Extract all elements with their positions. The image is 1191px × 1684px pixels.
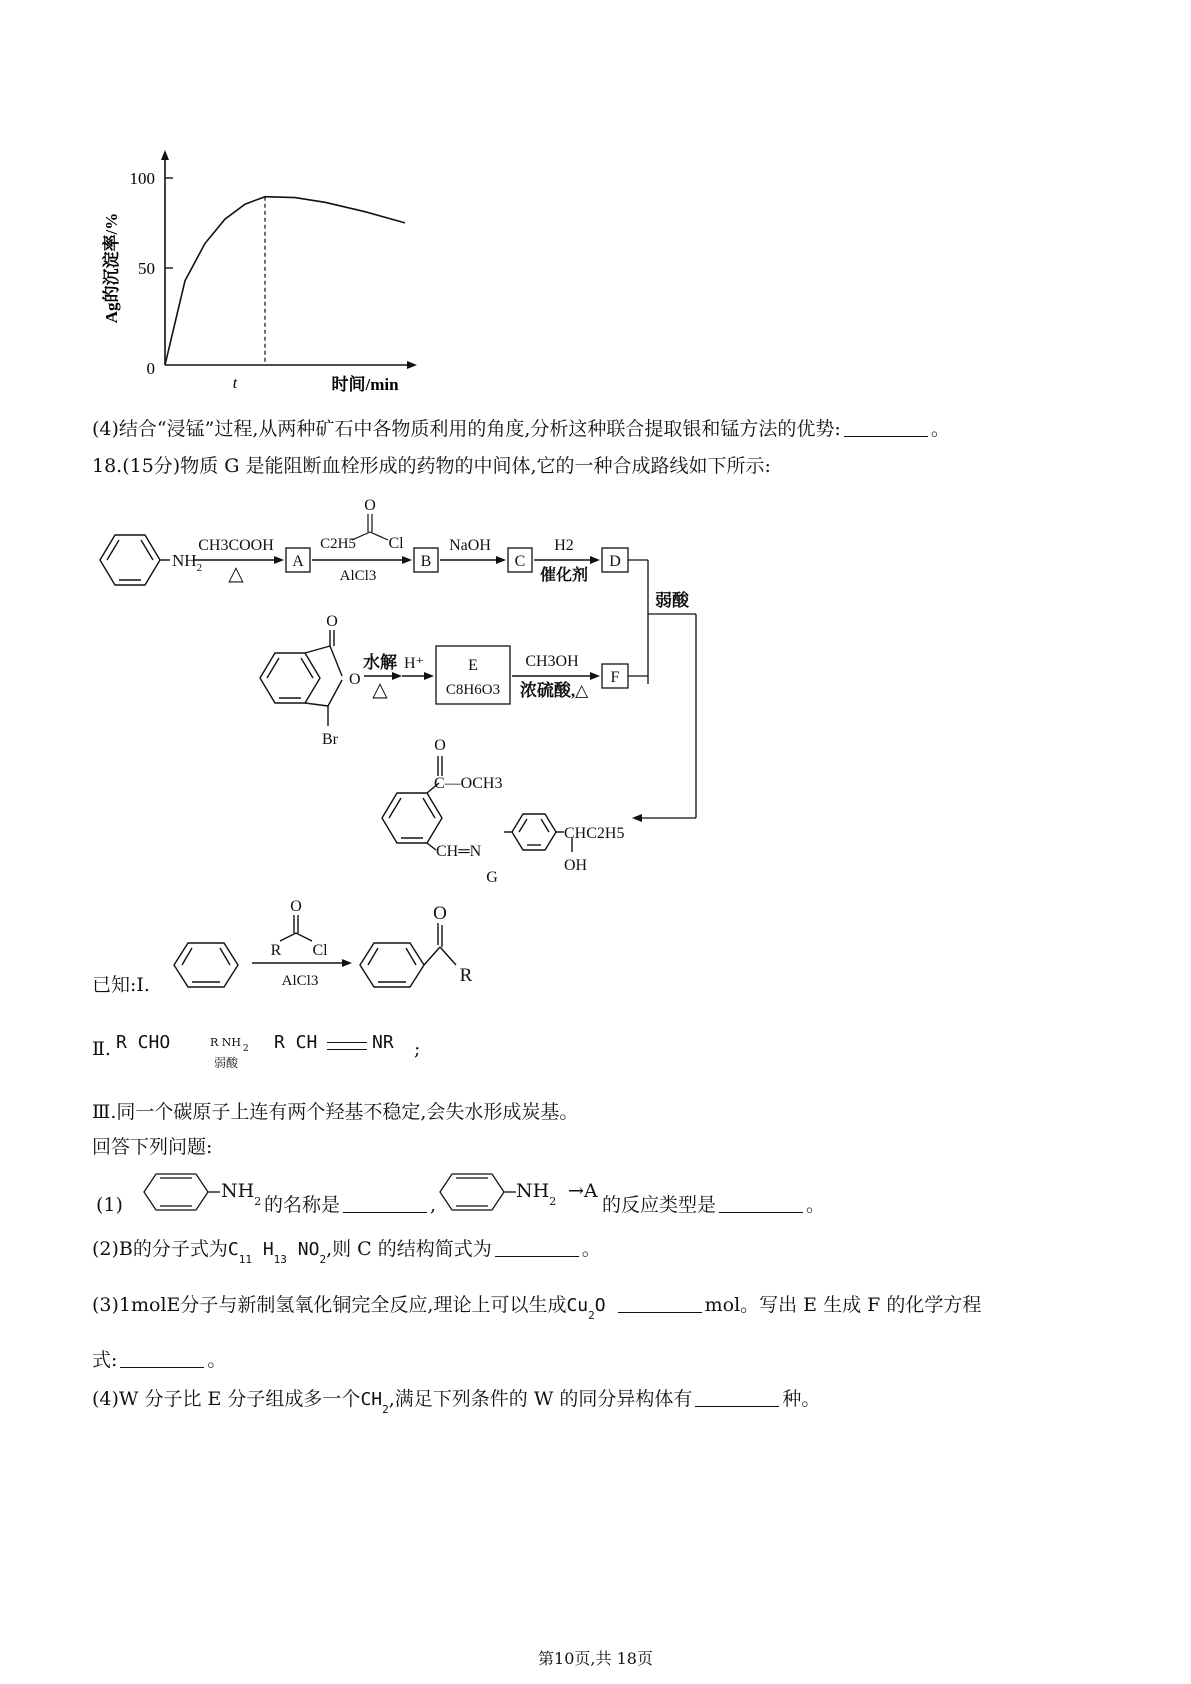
bromophthalide-structure	[260, 630, 342, 726]
q17-end-punct: 。	[930, 418, 950, 440]
known-ii-label: Ⅱ.	[92, 1038, 111, 1060]
x-axis-label: 时间/min	[331, 375, 399, 394]
x-axis-arrow	[407, 361, 417, 369]
benzene-ring-i	[174, 943, 238, 987]
q3-text-a: (3)1molE分子与新制氢氧化铜完全反应,理论上可以生成	[92, 1294, 567, 1316]
answer-blank[interactable]	[844, 418, 928, 437]
q1-nh2-2	[516, 1178, 556, 1215]
heat-symbol-1: △	[228, 563, 244, 585]
answer-blank-q1a[interactable]	[343, 1194, 427, 1213]
y-tick-label-0: 0	[146, 359, 155, 378]
g-ester: C—OCH3	[434, 775, 503, 792]
compound-A: A	[292, 553, 304, 570]
heat-symbol-2: △	[372, 679, 388, 701]
q1-comma: ,	[430, 1194, 437, 1216]
known-iii: Ⅲ.同一个碳原子上连有两个羟基不稳定,会失水形成炭基。	[92, 1101, 579, 1123]
q1-name-text: 的名称是	[264, 1194, 341, 1216]
questions-intro: 回答下列问题:	[92, 1136, 213, 1158]
q2-c-sub: 11	[238, 1253, 252, 1266]
q3-cu: Cu	[566, 1295, 589, 1316]
q3-text-b: mol。写出 E 生成 F 的化学方程	[704, 1294, 982, 1316]
y-axis-label: Ag的沉淀率/%	[102, 212, 121, 324]
q2-formula	[227, 1239, 327, 1266]
benzene-ring-product	[360, 943, 424, 987]
reagent-hydrolysis: 水解	[363, 653, 397, 672]
answer-blank-q4[interactable]	[695, 1388, 779, 1407]
ring-o: O	[349, 671, 361, 688]
q1-arrow-a: →A	[568, 1180, 598, 1202]
q4-ch: CH	[360, 1389, 383, 1410]
q4-end: 种。	[782, 1388, 821, 1410]
known-ii-product-a: R CH	[274, 1032, 318, 1053]
reagent-h2: H2	[554, 537, 574, 554]
y-axis-arrow	[161, 150, 169, 160]
aniline-structure	[100, 535, 170, 585]
q1-nh2-sub-2: 2	[549, 1195, 557, 1208]
q4-ch-sub: 2	[382, 1403, 389, 1416]
known-i-product-o: O	[433, 903, 447, 924]
g-carbonyl-o: O	[434, 737, 446, 754]
q18-intro: 18.(15分)物质 G 是能阻断血栓形成的药物的中间体,它的一种合成路线如下所示:	[92, 455, 771, 477]
page-footer: 第10页,共 18页	[538, 1649, 653, 1668]
q2-h-sub: 13	[273, 1253, 287, 1266]
reagent-alcl3: AlCl3	[339, 568, 377, 584]
q2-no: NO	[297, 1239, 320, 1260]
q1-end: 。	[806, 1194, 826, 1216]
reagent-weak-acid: 弱酸	[655, 591, 689, 610]
known-ii-end: ;	[414, 1038, 421, 1060]
compound-D: D	[609, 553, 621, 570]
known-ii-reagent-top: R NH	[210, 1036, 241, 1049]
known-ii-reactant: R CHO	[116, 1032, 171, 1053]
q1-nh2-text-1: NH	[221, 1180, 255, 1202]
q2-no-sub: 2	[319, 1253, 327, 1266]
y-tick-label-50: 50	[138, 259, 155, 278]
q2-c: C	[227, 1239, 239, 1260]
q2-text-a: (2)B的分子式为	[92, 1238, 228, 1260]
g-imine: CH═N	[436, 843, 482, 860]
reagent-ch3oh: CH3OH	[525, 653, 579, 670]
answer-blank-q3b[interactable]	[120, 1349, 204, 1368]
q1-nh2-text-2: NH	[516, 1180, 550, 1202]
reagent-h-plus: H⁺	[404, 655, 424, 672]
reagent-conc-h2so4: 浓硫酸,△	[519, 681, 589, 700]
known-i-o: O	[290, 898, 302, 915]
g-chain: CHC2H5	[564, 825, 625, 842]
known-i-label: 已知:Ⅰ.	[92, 974, 150, 996]
reagent-naoh: NaOH	[449, 537, 491, 554]
q3-end: 。	[207, 1349, 227, 1371]
answer-blank-q2[interactable]	[495, 1238, 579, 1257]
q1-nh2-sub-1: 2	[254, 1195, 262, 1208]
compound-G-structure	[382, 756, 572, 852]
known-ii-product-b: NR	[372, 1032, 394, 1053]
q2-text-b: ,则 C 的结构简式为	[326, 1238, 492, 1260]
compound-C: C	[514, 553, 526, 570]
known-i-product-r: R	[459, 965, 473, 986]
reagent-catalyst: 催化剂	[539, 567, 589, 584]
q1-type-text: 的反应类型是	[602, 1194, 717, 1216]
answer-blank-q3a[interactable]	[618, 1294, 702, 1313]
known-ii-reagent-bottom: 弱酸	[214, 1056, 239, 1070]
q2-end: 。	[581, 1238, 601, 1260]
q4-text-a: (4)W 分子比 E 分子组成多一个	[92, 1388, 361, 1410]
series-line	[165, 197, 405, 365]
q1-nh2-1	[221, 1178, 261, 1215]
compound-B: B	[420, 553, 432, 570]
q4-text-b: ,满足下列条件的 W 的同分异构体有	[388, 1388, 693, 1410]
aniline-nh2: $NH_2$	[172, 551, 203, 574]
synthesis-scheme	[90, 488, 710, 888]
compound-F: F	[610, 669, 620, 686]
answer-blank-q1b[interactable]	[719, 1194, 803, 1213]
q2-h: H	[262, 1239, 274, 1260]
compound-E: E	[468, 657, 478, 674]
g-oh: OH	[564, 857, 588, 874]
q3-line2	[92, 1347, 226, 1373]
q1-number: (1)	[96, 1194, 123, 1216]
ring-o-carbonyl: O	[326, 613, 338, 630]
reagent-ch3cooh: CH3COOH	[198, 537, 274, 554]
known-ii-reagent	[210, 1036, 249, 1054]
known-ii-reagent-sub: 2	[243, 1044, 249, 1054]
reagent-cl: Cl	[388, 535, 404, 552]
q2	[92, 1236, 601, 1273]
q3-cu-sub: 2	[588, 1309, 595, 1322]
q3-text-c: 式:	[92, 1349, 118, 1371]
known-reaction-i	[160, 895, 520, 995]
q4	[92, 1386, 820, 1423]
q17-part4	[92, 416, 950, 442]
known-i-catalyst: AlCl3	[281, 973, 319, 989]
known-i-cl: Cl	[312, 942, 328, 959]
double-bond	[327, 1042, 367, 1050]
bromine: Br	[322, 731, 338, 748]
q1-text-b	[602, 1192, 825, 1218]
q4-ch2	[360, 1389, 389, 1416]
q17-part4-text: (4)结合“浸锰”过程,从两种矿石中各物质利用的角度,分析这种联合提取银和锰方法的优势:	[92, 418, 841, 440]
q3-cu2o	[566, 1295, 606, 1322]
reagent-c2h5: C2H5	[320, 536, 356, 552]
q3-line1	[92, 1292, 981, 1329]
x-tick-label-t: t	[232, 375, 238, 392]
y-tick-label-100: 100	[129, 169, 155, 188]
precipitation-rate-chart	[95, 150, 435, 410]
reagent-o: O	[364, 497, 376, 514]
q3-o: O	[594, 1295, 606, 1316]
compound-G-label: G	[486, 869, 498, 886]
known-i-r: R	[270, 942, 282, 959]
compound-E-formula: C8H6O3	[445, 682, 501, 698]
q1-text-a	[264, 1192, 436, 1218]
